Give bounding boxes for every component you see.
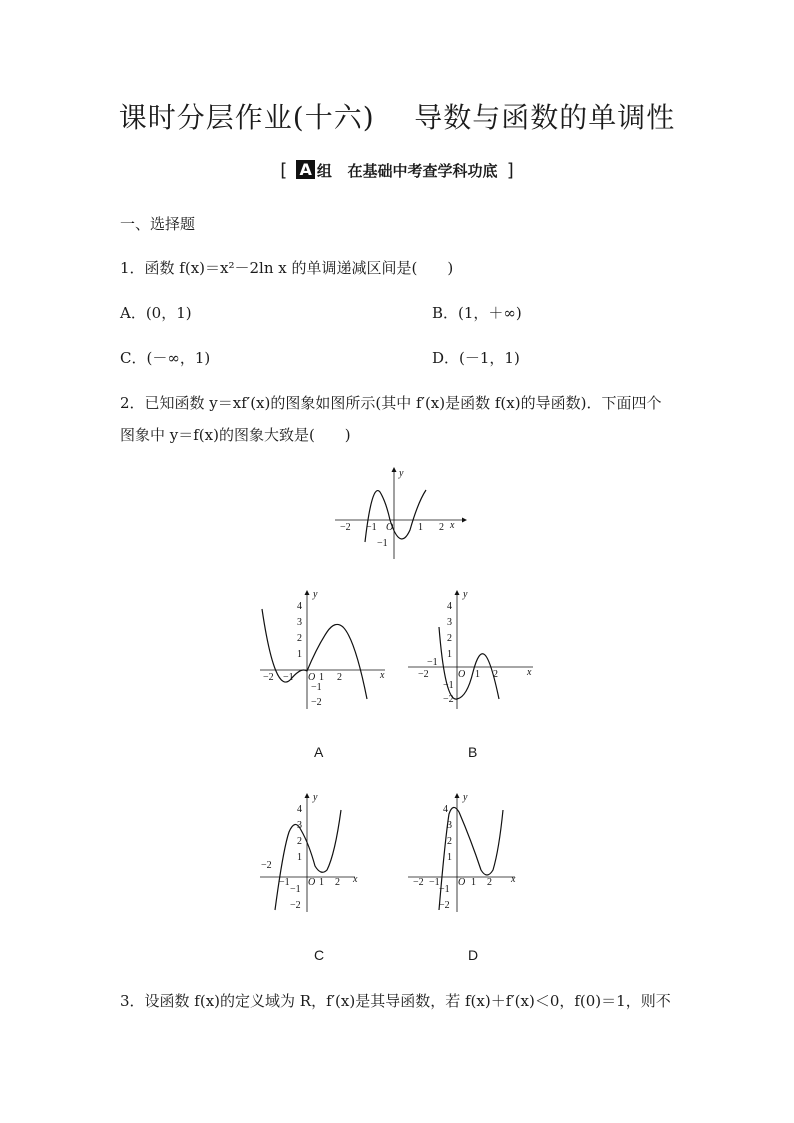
- tick-label: 1: [297, 649, 302, 660]
- tick-label: −2: [311, 697, 322, 708]
- caption-c: C: [314, 947, 325, 963]
- tick-label: 2: [439, 522, 444, 533]
- graph-option-c: [255, 790, 375, 915]
- tick-label: −2: [340, 522, 351, 533]
- axis-label-y: y: [313, 792, 318, 803]
- tick-label: −1: [429, 877, 440, 888]
- tick-label: 4: [297, 601, 302, 612]
- axis-label-y: y: [399, 468, 404, 479]
- origin-label: O: [458, 877, 466, 888]
- tick-label: 2: [297, 836, 302, 847]
- tick-label: 2: [447, 836, 452, 847]
- caption-b: B: [468, 744, 478, 760]
- tick-label: 1: [447, 852, 452, 863]
- origin-label: O: [308, 672, 316, 683]
- axis-label-x: x: [511, 874, 516, 885]
- tick-label: −2: [290, 900, 301, 911]
- page-title: 课时分层作业(十六) 导数与函数的单调性: [118, 101, 676, 134]
- tick-label: −1: [311, 682, 322, 693]
- tick-label: −2: [418, 669, 429, 680]
- caption-d: D: [468, 947, 479, 963]
- tick-label: 3: [447, 617, 452, 628]
- left-bracket: [: [280, 160, 288, 181]
- tick-label: 2: [493, 669, 498, 680]
- tick-label: 3: [297, 617, 302, 628]
- tick-label: 2: [337, 672, 342, 683]
- tick-label: −1: [366, 522, 377, 533]
- graph-option-d: [405, 790, 525, 915]
- tick-label: 4: [297, 804, 302, 815]
- tick-label: 2: [297, 633, 302, 644]
- graph-option-b: [405, 587, 545, 715]
- tick-label: −2: [263, 672, 274, 683]
- tick-label: 3: [297, 820, 302, 831]
- tick-label: −2: [261, 860, 272, 871]
- tick-label: −1: [290, 884, 301, 895]
- q1-option-b: B．(1，＋∞): [432, 304, 522, 322]
- tick-label: 2: [335, 877, 340, 888]
- q1-stem: 1．函数 f(x)＝x²－2ln x 的单调递减区间是( ): [120, 259, 454, 277]
- tick-label: 1: [319, 877, 324, 888]
- tick-label: 1: [471, 877, 476, 888]
- tick-label: 1: [475, 669, 480, 680]
- tick-label: 1: [418, 522, 423, 533]
- axis-label-x: x: [527, 667, 532, 678]
- group-text: 在基础中考查学科功底: [347, 162, 498, 180]
- tick-label: −1: [377, 538, 388, 549]
- tick-label: −1: [443, 680, 454, 691]
- axis-label-y: y: [313, 589, 318, 600]
- tick-label: −1: [439, 884, 450, 895]
- tick-label: 2: [487, 877, 492, 888]
- q1-option-d: D．(－1，1): [432, 349, 520, 367]
- tick-label: 1: [297, 852, 302, 863]
- caption-a: A: [314, 744, 324, 760]
- origin-label: O: [386, 522, 394, 533]
- tick-label: 1: [319, 672, 324, 683]
- tick-label: −2: [443, 694, 454, 705]
- tick-label: −1: [283, 672, 294, 683]
- origin-label: O: [308, 877, 316, 888]
- q1-option-c: C．(－∞，1): [120, 349, 211, 367]
- tick-label: −2: [439, 900, 450, 911]
- tick-label: −1: [279, 877, 290, 888]
- right-bracket: ]: [506, 160, 514, 181]
- axis-label-x: x: [353, 874, 358, 885]
- tick-label: −2: [413, 877, 424, 888]
- tick-label: 4: [447, 601, 452, 612]
- tick-label: 4: [443, 804, 448, 815]
- graph-xfprime: [330, 462, 470, 562]
- tick-label: 1: [447, 649, 452, 660]
- q2-stem-line1: 2．已知函数 y＝xf′(x)的图象如图所示(其中 f′(x)是函数 f(x)的导函数)．下面四个: [120, 394, 662, 412]
- graph-option-a: [255, 587, 395, 715]
- tick-label: −1: [427, 657, 438, 668]
- axis-label-y: y: [463, 589, 468, 600]
- q3-stem: 3．设函数 f(x)的定义域为 R，f′(x)是其导函数，若 f(x)＋f′(x)＜0，f(0)＝1，则不: [120, 992, 671, 1010]
- q2-stem-line2: 图象中 y＝f(x)的图象大致是( ): [120, 426, 351, 444]
- axis-label-x: x: [450, 520, 455, 531]
- group-badge: A: [296, 160, 314, 179]
- q1-option-a: A．(0，1): [120, 304, 192, 322]
- axis-label-y: y: [463, 792, 468, 803]
- axis-label-x: x: [380, 670, 385, 681]
- section-heading: 一、选择题: [120, 215, 196, 233]
- origin-label: O: [458, 669, 466, 680]
- tick-label: 3: [447, 820, 452, 831]
- tick-label: 2: [447, 633, 452, 644]
- group-label: 组: [316, 162, 332, 180]
- group-heading: [0, 160, 794, 181]
